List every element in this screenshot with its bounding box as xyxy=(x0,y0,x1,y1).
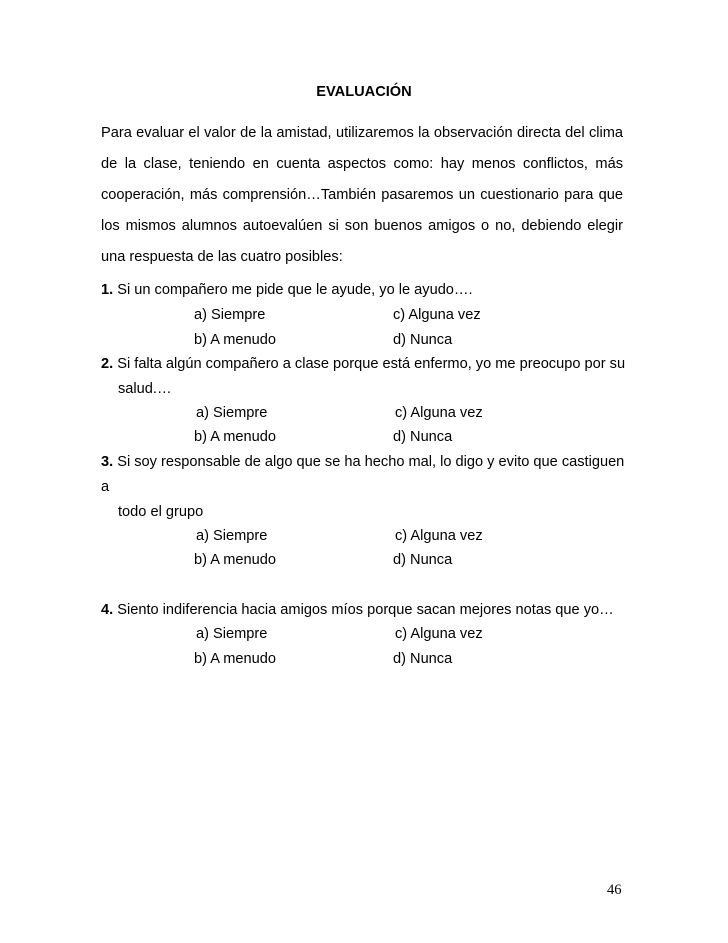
option-c: c) Alguna vez xyxy=(395,528,483,544)
option-b: b) A menudo xyxy=(194,332,276,348)
intro-paragraph: Para evaluar el valor de la amistad, utilizaremos la observación directa del clima de la clase, teniendo en cuenta aspectos como: hay menos conflictos, más cooperación, más comprensión…También pasaremos un cuestionario para que los mismos alumnos autoevalúen si son buenos amigos o no, debiendo elegir una respuesta de las cuatro posibles: xyxy=(101,125,623,265)
option-a: a) Siempre xyxy=(194,307,266,323)
option-a: a) Siempre xyxy=(196,626,268,642)
page-title: EVALUACIÓN xyxy=(316,84,412,100)
option-c: c) Alguna vez xyxy=(395,626,483,642)
page-number: 46 xyxy=(607,882,622,898)
option-d: d) Nunca xyxy=(393,651,453,667)
question-continuation: todo el grupo xyxy=(118,504,204,520)
question-number: 2. xyxy=(101,356,114,372)
question-3 xyxy=(101,450,626,525)
option-d: d) Nunca xyxy=(393,552,453,568)
option-d: d) Nunca xyxy=(393,429,453,445)
question-text: Siento indiferencia hacia amigos míos porque sacan mejores notas que yo… xyxy=(117,602,614,618)
option-c: c) Alguna vez xyxy=(393,307,481,323)
option-a: a) Siempre xyxy=(196,405,268,421)
question-number: 4. xyxy=(101,602,114,618)
question-4 xyxy=(101,598,626,623)
question-text: Si soy responsable de algo que se ha hecho mal, lo digo y evito que castiguen a xyxy=(101,454,625,495)
option-d: d) Nunca xyxy=(393,332,453,348)
question-number: 1. xyxy=(101,282,114,298)
question-2 xyxy=(101,352,626,402)
question-text: Si un compañero me pide que le ayude, yo le ayudo…. xyxy=(117,282,473,298)
option-b: b) A menudo xyxy=(194,552,276,568)
option-b: b) A menudo xyxy=(194,651,276,667)
question-1 xyxy=(101,278,626,303)
option-a: a) Siempre xyxy=(196,528,268,544)
option-b: b) A menudo xyxy=(194,429,276,445)
question-continuation: salud.… xyxy=(118,381,172,397)
question-text: Si falta algún compañero a clase porque está enfermo, yo me preocupo por su xyxy=(117,356,626,372)
option-c: c) Alguna vez xyxy=(395,405,483,421)
question-number: 3. xyxy=(101,454,114,470)
